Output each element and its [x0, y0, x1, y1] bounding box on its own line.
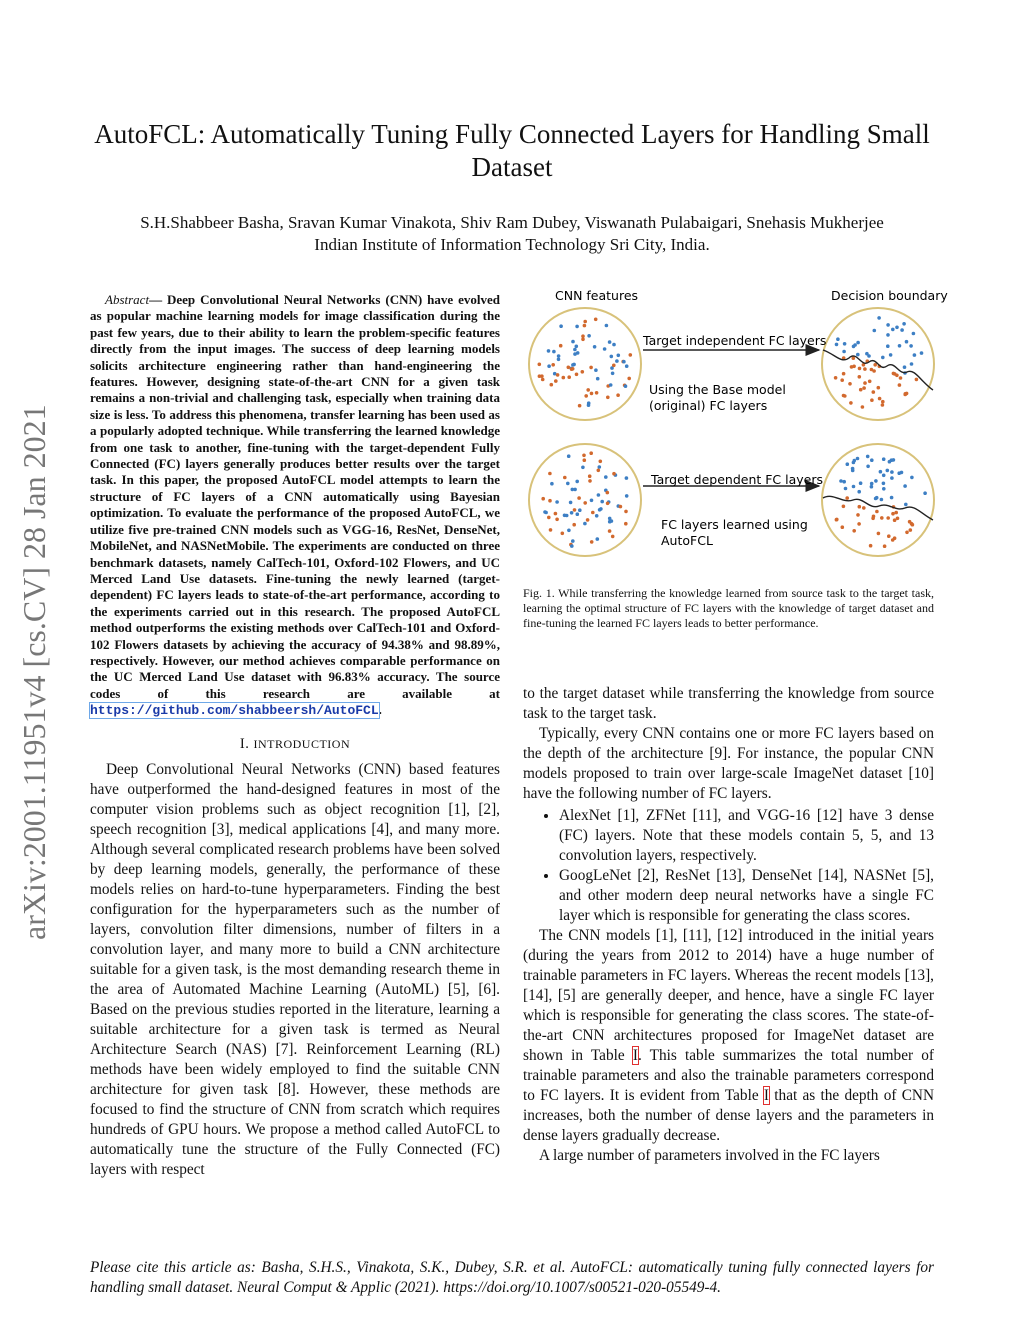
table-reference-link[interactable]: I — [763, 1087, 770, 1104]
scatter-point — [856, 341, 860, 345]
scatter-point — [905, 531, 909, 535]
decision-boundary-bottom — [823, 496, 933, 520]
arrow-top-sub-1: Using the Base model — [649, 382, 786, 397]
scatter-point — [594, 318, 598, 322]
abstract-text: — Deep Convolutional Neural Networks (CNN) have evolved as popular machine learning models for image classification during the past few years, due to their ability to learn the problem-specific features directly from the input images. The success of deep learning models solicits architecture engineering rather than hand-engineering the features. However, designing state-of-the-art CNN for a given task remains a non-trivial and challenging task, especially when training data size is less. To address this phenomena, transfer learning has been used as a popularly adopted technique. While transferring the learned knowledge from one task to another, fine-tuning with the target-dependent Fully Connected (FC) layers generally produces better results over the target task. In this paper, the proposed AutoFCL model attempts to learn the structure of FC layers of a CNN automatically using Bayesian optimization. To evaluate the performance of the proposed AutoFCL, we utilize five pre-trained CNN models such as VGG-16, ResNet, DenseNet, MobileNet, and NASNetMobile. The experiments are conducted on three benchmark datasets, namely CalTech-101, Oxford-102 Flowers, and UC Merced Land Use datasets. Fine-tuning the newly learned (target-dependent) FC layers leads to state-of-the-art performance, according to the experiments carried out in this research. The proposed AutoFCL method outperforms the existing methods over CalTech-101 and Oxford-102 Flowers datasets by achieving the accuracy of 94.38% and 98.89%, respectively. However, our method achieves comparable performance on the UC Merced Land Use dataset with 96.83% accuracy. The source codes of this research are available at — [90, 292, 500, 701]
scatter-point — [881, 356, 885, 360]
scatter-point — [557, 358, 561, 362]
figure-1-graphic — [523, 286, 948, 576]
scatter-point — [548, 499, 552, 503]
scatter-point — [581, 338, 585, 342]
scatter-point — [595, 391, 599, 395]
scatter-point — [624, 522, 628, 526]
scatter-point — [578, 508, 582, 512]
scatter-point — [866, 455, 870, 459]
scatter-point — [575, 325, 579, 329]
scatter-point — [554, 512, 558, 516]
scatter-point — [600, 500, 604, 504]
scatter-point — [554, 379, 558, 383]
scatter-point — [596, 377, 600, 381]
right-column — [523, 684, 934, 1166]
scatter-point — [617, 354, 621, 358]
scatter-point — [891, 512, 895, 516]
scatter-point — [877, 386, 881, 390]
scatter-point — [882, 482, 886, 486]
scatter-point — [905, 340, 909, 344]
scatter-point — [583, 501, 587, 505]
scatter-point — [573, 508, 577, 512]
scatter-point — [894, 511, 898, 515]
scatter-point — [596, 537, 600, 541]
scatter-point — [835, 518, 839, 522]
scatter-point — [597, 469, 601, 473]
scatter-point — [877, 316, 881, 320]
scatter-point — [571, 488, 575, 492]
paragraph-3-part-c: that as the depth of CNN increases, both the number of dense layers and the parameters in dense layers gradually decrease. — [523, 1087, 935, 1144]
scatter-point — [589, 451, 593, 455]
scatter-point — [583, 522, 587, 526]
scatter-point — [873, 363, 877, 367]
scatter-point — [576, 512, 580, 516]
right-paragraph-4: A large number of parameters involved in the FC layers — [539, 1147, 880, 1164]
scatter-point — [571, 363, 575, 367]
scatter-point — [909, 344, 913, 348]
scatter-point — [591, 511, 595, 515]
scatter-point — [877, 532, 881, 536]
scatter-point — [547, 349, 551, 353]
table-reference-link[interactable]: I — [632, 1047, 638, 1064]
scatter-point — [557, 354, 561, 358]
scatter-point — [562, 376, 566, 380]
scatter-point — [850, 365, 854, 369]
scatter-point — [886, 333, 890, 337]
scatter-point — [625, 494, 629, 498]
scatter-point — [559, 344, 563, 348]
scatter-point — [845, 496, 849, 500]
scatter-point — [565, 514, 569, 518]
scatter-point — [597, 493, 601, 497]
scatter-point — [609, 383, 613, 387]
scatter-point — [570, 511, 574, 515]
scatter-point — [874, 479, 878, 483]
scatter-point — [893, 518, 897, 522]
scatter-point — [895, 326, 899, 330]
scatter-point — [622, 360, 626, 364]
scatter-point — [913, 353, 917, 357]
scatter-point — [582, 454, 586, 458]
scatter-point — [544, 511, 548, 515]
figure-caption: Fig. 1. While transferring the knowledge learned from source task to the target task, learning the optimal structure of FC layers with the knowledge of target dataset and fine-tuning the learned FC layers leads to better performance. — [523, 586, 934, 630]
scatter-point — [570, 544, 574, 548]
scatter-point — [875, 510, 879, 514]
scatter-point — [548, 472, 552, 476]
figure-1 — [523, 286, 948, 576]
scatter-point — [836, 337, 840, 341]
scatter-point — [840, 378, 844, 382]
author-list: S.H.Shabbeer Basha, Sravan Kumar Vinakota, Shiv Ram Dubey, Viswanath Pulabaigari, Snehasis Mukherjee — [140, 213, 884, 232]
scatter-point — [612, 472, 616, 476]
scatter-point — [588, 479, 592, 483]
scatter-point — [846, 462, 850, 466]
scatter-point — [575, 345, 579, 349]
scatter-point — [624, 510, 628, 514]
section-name: INTRODUCTION — [253, 736, 351, 751]
affiliation: Indian Institute of Information Technology Sri City, India. — [314, 235, 710, 254]
scatter-point — [868, 380, 872, 384]
scatter-point — [920, 351, 924, 355]
scatter-point — [849, 401, 853, 405]
scatter-point — [879, 470, 883, 474]
scatter-point — [588, 474, 592, 478]
citation-footer: Please cite this article as: Basha, S.H.S., Vinakota, S.K., Dubey, S.R. et al. AutoFCL: automatically tuning fully connected layers for handling small dataset. Neural Comput & Applic (2021). https://doi.org/10.1007/s00521-020-05549-4. — [90, 1259, 934, 1296]
scatter-point — [538, 363, 542, 367]
intro-paragraph: Deep Convolutional Neural Networks (CNN) based features have outperformed the hand-designed features in most of the computer vision problems such as object recognition [1], [2], speech recognition [3], medical applications [4], and many more. Although several complicated research problems have been solved by deep learning models, generally, the performance of these models relies on hard-to-tune hyperparameters. Finding the best configuration for the hyperparameters such as the number of layers, convolution filter dimensions, number of filters in a convolution layer, and many more to build a CNN architecture suitable for a given task, is the most demanding research theme in the area of Automated Machine Learning (AutoML) [5], [6]. Based on the previous studies reported in the literature, learning a suitable architecture for a given task is termed as Neural Architecture Search (NAS) [7]. Reinforcement Learning (RL) methods have been widely employed to find the suitable CNN architecture for given task [8]. However, these methods are focused to find the structure of CNN from scratch which requires hundreds of GPU hours. We propose a method called AutoFCL to automatically tune the structure of the Fully Connected (FC) layers with respect — [90, 760, 500, 1178]
scatter-point — [912, 332, 916, 336]
abstract — [90, 292, 500, 720]
scatter-point — [859, 388, 863, 392]
scatter-point — [859, 481, 863, 485]
scatter-point — [538, 374, 542, 378]
scatter-point — [874, 497, 878, 501]
paragraph-3-part-b: . This table summarizes the total number of trainable parameters and also the trainable parameters correspond to FC layers. It is evident from Table — [523, 1047, 934, 1104]
scatter-point — [593, 345, 597, 349]
arxiv-identifier: arXiv:2001.11951v4 [cs.CV] 28 Jan 2021 — [16, 404, 52, 940]
scatter-point — [869, 544, 873, 548]
scatter-point — [611, 535, 615, 539]
scatter-point — [552, 350, 556, 354]
label-decision-boundary: Decision boundary — [831, 288, 948, 303]
scatter-point — [848, 382, 852, 386]
scatter-point — [598, 508, 602, 512]
scatter-point — [862, 386, 866, 390]
scatter-point — [857, 522, 861, 526]
scatter-point — [608, 340, 612, 344]
scatter-point — [890, 496, 894, 500]
scatter-point — [880, 498, 884, 502]
scatter-point — [888, 460, 892, 464]
scatter-point — [595, 514, 599, 518]
arrow-top-sub-2: (original) FC layers — [649, 398, 768, 413]
scatter-point — [583, 320, 587, 324]
scatter-point — [590, 499, 594, 503]
scatter-point — [904, 392, 908, 396]
scatter-point — [624, 384, 628, 388]
scatter-point — [567, 529, 571, 533]
scatter-point — [586, 388, 590, 392]
scatter-point — [890, 470, 894, 474]
scatter-point — [834, 376, 838, 380]
right-paragraph-1: to the target dataset while transferring the knowledge from source task to the target task. — [523, 685, 934, 722]
scatter-point — [856, 513, 860, 517]
scatter-point — [611, 372, 615, 376]
scatter-point — [870, 485, 874, 489]
scatter-point — [590, 540, 594, 544]
scatter-point — [559, 324, 563, 328]
right-paragraph-3 — [523, 926, 934, 1146]
scatter-point — [870, 458, 874, 462]
scatter-point — [555, 500, 559, 504]
scatter-point — [852, 485, 856, 489]
scatter-point — [575, 480, 579, 484]
scatter-point — [897, 471, 901, 475]
scatter-point — [889, 353, 893, 357]
fc-layer-list — [523, 806, 934, 926]
scatter-point — [883, 544, 887, 548]
scatter-point — [858, 367, 862, 371]
scatter-point — [890, 476, 894, 480]
scatter-point — [898, 383, 902, 387]
scatter-point — [852, 461, 856, 465]
scatter-point — [587, 334, 591, 338]
scatter-point — [581, 370, 585, 374]
scatter-point — [541, 378, 545, 382]
scatter-point — [612, 364, 616, 368]
scatter-point — [899, 376, 903, 380]
scatter-point — [886, 469, 890, 473]
scatter-point — [843, 342, 847, 346]
scatter-point — [627, 377, 631, 381]
scatter-point — [844, 487, 848, 491]
scatter-point — [903, 365, 907, 369]
scatter-point — [852, 356, 856, 360]
scatter-point — [581, 466, 585, 470]
scatter-point — [571, 539, 575, 543]
scatter-point — [566, 482, 570, 486]
scatter-point — [603, 347, 607, 351]
right-paragraph-2: Typically, every CNN contains one or more FC layers based on the depth of the architecture [9]. For instance, the popular CNN models proposed to train over large-scale ImageNet dataset [10] have the following number of FC layers. — [523, 725, 934, 802]
scatter-point — [606, 396, 610, 400]
scatter-point — [598, 465, 602, 469]
scatter-point — [599, 460, 603, 464]
paragraph-3-part-a: The CNN models [1], [11], [12] introduced in the initial years (during the years from 2012 to 2014) have a huge number of trainable parameters in FC layers. Whereas the recent models [13], [14], [5] are generally deeper, and hence, have a single FC layer which is responsible for generating the class scores. The state-of-the-art CNN architectures proposed for ImageNet dataset are shown in Table — [523, 927, 934, 1064]
scatter-point — [606, 502, 610, 506]
scatter-point — [842, 480, 846, 484]
scatter-point — [909, 528, 913, 532]
scatter-point — [856, 353, 860, 357]
scatter-point — [911, 523, 915, 527]
scatter-point — [577, 496, 581, 500]
scatter-point — [893, 536, 897, 540]
scatter-point — [841, 525, 845, 529]
scatter-point — [895, 374, 899, 378]
scatter-point — [584, 394, 588, 398]
scatter-point — [571, 340, 575, 344]
scatter-point — [898, 344, 902, 348]
scatter-point — [575, 373, 579, 377]
scatter-point — [581, 334, 585, 338]
scatter-point — [910, 362, 914, 366]
github-link[interactable]: https://github.com/shabbeersh/AutoFCL — [90, 703, 379, 719]
scatter-point — [561, 532, 565, 536]
scatter-point — [583, 458, 587, 462]
scatter-point — [567, 454, 571, 458]
scatter-point — [605, 324, 609, 328]
scatter-point — [550, 383, 554, 387]
scatter-point — [549, 528, 553, 532]
scatter-point — [606, 491, 610, 495]
scatter-point — [835, 343, 839, 347]
section-number: I. — [239, 735, 250, 752]
scatter-point — [563, 476, 567, 480]
scatter-point — [861, 405, 865, 409]
scatter-point — [583, 324, 587, 328]
scatter-point — [870, 368, 874, 372]
scatter-point — [547, 364, 551, 368]
scatter-point — [586, 518, 590, 522]
scatter-point — [863, 367, 867, 371]
scatter-point — [615, 359, 619, 363]
scatter-point — [573, 352, 577, 356]
scatter-point — [870, 482, 874, 486]
scatter-point — [881, 400, 885, 404]
scatter-point — [863, 381, 867, 385]
scatter-point — [882, 487, 886, 491]
left-column — [90, 292, 500, 1180]
scatter-point — [842, 372, 846, 376]
scatter-point — [857, 490, 861, 494]
scatter-point — [541, 497, 545, 501]
scatter-point — [610, 355, 614, 359]
scatter-point — [619, 505, 623, 509]
scatter-point — [608, 520, 612, 524]
scatter-point — [867, 354, 871, 358]
scatter-point — [842, 350, 846, 354]
scatter-point — [843, 394, 847, 398]
abstract-end: . — [378, 702, 382, 718]
scatter-point — [866, 465, 870, 469]
scatter-point — [878, 397, 882, 401]
scatter-point — [616, 393, 620, 397]
scatter-point — [594, 368, 598, 372]
scatter-point — [578, 404, 582, 408]
scatter-point — [900, 328, 904, 332]
scatter-point — [589, 366, 593, 370]
scatter-point — [915, 378, 919, 382]
label-cnn-features: CNN features — [555, 288, 639, 303]
scatter-point — [853, 343, 857, 347]
scatter-point — [858, 505, 862, 509]
scatter-point — [903, 484, 907, 488]
decision-boundary-top — [823, 350, 933, 390]
scatter-point — [571, 367, 575, 371]
arrow-bottom-sub-2: AutoFCL — [661, 533, 713, 548]
scatter-point — [551, 363, 555, 367]
scatter-point — [851, 467, 855, 471]
scatter-point — [556, 373, 560, 377]
list-item: • AlexNet [1], ZFNet [11], and VGG-16 [12] have 3 dense (FC) layers. Note that these models contain 5, 5, and 13 convolution layers, respectively. — [559, 806, 934, 866]
scatter-point — [902, 322, 906, 326]
scatter-point — [871, 517, 875, 521]
scatter-point — [881, 403, 885, 407]
scatter-point — [886, 344, 890, 348]
scatter-point — [892, 372, 896, 376]
scatter-point — [555, 518, 559, 522]
scatter-point — [567, 366, 571, 370]
scatter-point — [842, 505, 846, 509]
scatter-point — [886, 516, 890, 520]
scatter-point — [572, 523, 576, 527]
scatter-point — [891, 328, 895, 332]
scatter-point — [910, 476, 914, 480]
scatter-point — [547, 516, 551, 520]
scatter-point — [567, 375, 571, 379]
scatter-point — [839, 479, 843, 483]
scatter-point — [887, 534, 891, 538]
feature-circle-bottom-right — [822, 444, 934, 556]
scatter-point — [625, 476, 629, 480]
scatter-point — [862, 506, 866, 510]
scatter-point — [625, 364, 629, 368]
scatter-point — [923, 491, 927, 495]
scatter-point — [872, 390, 876, 394]
scatter-points — [538, 316, 927, 548]
author-block — [60, 212, 964, 256]
scatter-point — [587, 403, 591, 407]
scatter-point — [550, 482, 554, 486]
scatter-point — [604, 475, 608, 479]
scatter-point — [882, 474, 886, 478]
scatter-point — [873, 329, 877, 333]
scatter-point — [856, 457, 860, 461]
abstract-label: Abstract — [105, 292, 150, 307]
scatter-point — [904, 503, 908, 507]
scatter-point — [852, 529, 856, 533]
arrow-bottom-label: Target dependent FC layers — [651, 472, 824, 487]
scatter-point — [882, 457, 886, 461]
scatter-point — [569, 501, 573, 505]
scatter-point — [608, 529, 612, 533]
arrow-bottom-sub-1: FC layers learned using — [661, 517, 808, 532]
scatter-point — [880, 516, 884, 520]
arrow-top-label: Target independent FC layers — [643, 333, 827, 348]
list-item: • GoogLeNet [2], ResNet [13], DenseNet [14], NASNet [5], and other modern deep neural networks have a single FC layer which is responsible for generating the class scores. — [559, 866, 934, 926]
paper-title: AutoFCL: Automatically Tuning Fully Connected Layers for Handling Small Dataset — [94, 119, 930, 182]
section-heading-introduction — [90, 734, 500, 754]
scatter-point — [870, 398, 874, 402]
scatter-point — [886, 323, 890, 327]
scatter-point — [612, 343, 616, 347]
scatter-point — [629, 353, 633, 357]
scatter-point — [573, 348, 577, 352]
scatter-point — [590, 392, 594, 396]
scatter-point — [858, 375, 862, 379]
